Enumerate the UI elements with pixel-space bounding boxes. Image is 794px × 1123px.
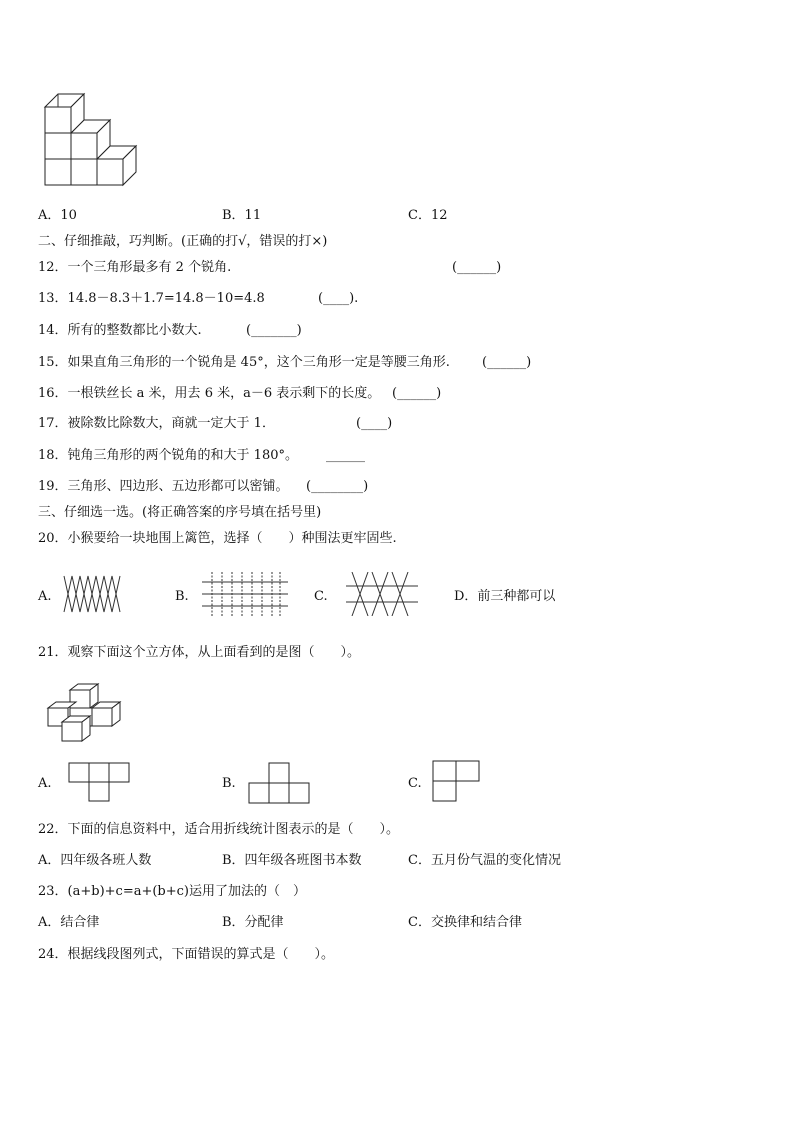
- question-24: 24．根据线段图列式，下面错误的算式是（ ）。: [38, 947, 335, 962]
- top-view-option-c-figure: [431, 760, 483, 802]
- q20-label-a: A.: [38, 589, 52, 604]
- q11-option-b: B．11: [222, 208, 262, 223]
- question-20: 20．小猴要给一块地围上篱笆，选择（ ）种围法更牢固些.: [38, 531, 397, 546]
- q23-option-c: C．交换律和结合律: [408, 915, 522, 930]
- answer-blank-13: (____).: [318, 291, 359, 306]
- top-view-option-b-figure: [247, 762, 313, 804]
- q11-option-a: A．10: [38, 208, 77, 223]
- q20-label-d: D．前三种都可以: [454, 589, 556, 604]
- question-23: 23．(a+b)+c=a+(b+c)运用了加法的（ ）: [38, 884, 306, 899]
- answer-blank-16: (______): [392, 386, 442, 401]
- question-12: 12．一个三角形最多有 2 个锐角.: [38, 260, 232, 275]
- question-21: 21．观察下面这个立方体，从上面看到的是图（ ）。: [38, 645, 361, 660]
- q23-option-b: B．分配律: [222, 915, 284, 930]
- q22-option-a: A．四年级各班人数: [38, 853, 152, 868]
- section3-title: 三、仔细选一选。(将正确答案的序号填在括号里): [38, 505, 322, 520]
- section2-title: 二、仔细推敲，巧判断。(正确的打√，错误的打×): [38, 234, 328, 249]
- q20-label-c: C.: [314, 589, 328, 604]
- question-17: 17．被除数比除数大，商就一定大于 1．: [38, 416, 275, 431]
- question-19: 19．三角形、四边形、五边形都可以密铺。: [38, 479, 289, 494]
- top-view-option-a-figure: [67, 762, 133, 802]
- q22-option-b: B．四年级各班图书本数: [222, 853, 362, 868]
- answer-blank-18: ______: [326, 448, 365, 463]
- question-14: 14．所有的整数都比小数大.: [38, 323, 202, 338]
- q21-label-c: C.: [408, 776, 422, 791]
- answer-blank-15: (______): [482, 355, 532, 370]
- question-16: 16．一根铁丝长 a 米，用去 6 米，a－6 表示剩下的长度。: [38, 386, 381, 401]
- question-18: 18．钝角三角形的两个锐角的和大于 180°。: [38, 448, 298, 463]
- answer-blank-12: (______): [452, 260, 502, 275]
- fence-grid-figure: [200, 572, 290, 616]
- question-13: 13．14.8－8.3＋1.7=14.8－10=4.8: [38, 291, 265, 306]
- answer-blank-19: (________): [306, 479, 369, 494]
- answer-blank-17: (____): [356, 416, 393, 431]
- q21-label-a: A.: [38, 776, 52, 791]
- staircase-cubes-figure: [40, 85, 160, 195]
- answer-blank-14: (_______): [246, 323, 302, 338]
- cube-stack-figure: [42, 682, 124, 744]
- q20-label-b: B.: [175, 589, 189, 604]
- q11-option-c: C．12: [408, 208, 448, 223]
- q21-label-b: B.: [222, 776, 236, 791]
- question-15: 15．如果直角三角形的一个锐角是 45°，这个三角形一定是等腰三角形.: [38, 355, 450, 370]
- fence-cross-figure: [344, 572, 420, 616]
- q23-option-a: A．结合律: [38, 915, 100, 930]
- q22-option-c: C．五月份气温的变化情况: [408, 853, 561, 868]
- fence-zigzag-figure: [62, 574, 124, 614]
- question-22: 22．下面的信息资料中，适合用折线统计图表示的是（ ）。: [38, 822, 400, 837]
